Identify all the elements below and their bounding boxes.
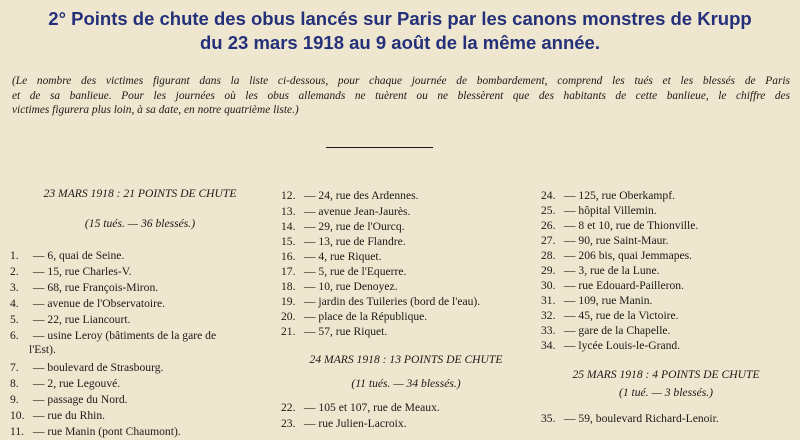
list-item: 5. — 22, rue Liancourt. (10, 313, 131, 326)
list-item: 15. — 13, rue de Flandre. (281, 235, 406, 248)
list-item: 1. — 6, quai de Seine. (10, 249, 125, 262)
list-item: 4. — avenue de l'Observatoire. (10, 297, 166, 310)
list-item: 34. — lycée Louis-le-Grand. (541, 339, 681, 352)
list-item: 7. — boulevard de Strasbourg. (10, 361, 164, 374)
list-item: 31. — 109, rue Manin. (541, 294, 653, 307)
day-heading-23-mars: 23 MARS 1918 : 21 POINTS DE CHUTE (43, 187, 237, 200)
list-item: 16. — 4, rue Riquet. (281, 250, 382, 263)
victims-23-mars: (15 tués. — 36 blessés.) (84, 217, 196, 230)
list-item: 29. — 3, rue de la Lune. (541, 264, 660, 277)
list-item-continuation: l'Est). (29, 343, 56, 356)
page-title (0, 7, 800, 55)
list-item: 25. — hôpital Villemin. (541, 204, 657, 217)
title-line-2: du 23 mars 1918 au 9 août de la même année. (200, 32, 600, 53)
list-item: 14. — 29, rue de l'Ourcq. (281, 220, 405, 233)
list-item: 6. — usine Leroy (bâtiments de la gare de (10, 329, 217, 342)
list-item: 28. — 206 bis, quai Jemmapes. (541, 249, 693, 262)
victims-24-mars: (11 tués. — 34 blessés.) (351, 377, 461, 390)
list-item: 26. — 8 et 10, rue de Thionville. (541, 219, 699, 232)
list-item: 8. — 2, rue Legouvé. (10, 377, 121, 390)
list-item: 27. — 90, rue Saint-Maur. (541, 234, 669, 247)
victims-25-mars: (1 tué. — 3 blessés.) (618, 386, 714, 399)
note-line-2: et de sa banlieue. Pour les journées où les obus allemands ne tuèrent ou ne blessèrent que des habitants de cette banlieue, le chiffre des (12, 89, 790, 102)
list-item: 21. — 57, rue Riquet. (281, 325, 388, 338)
title-line-1: 2° Points de chute des obus lancés sur Paris par les canons monstres de Krupp (48, 8, 752, 29)
list-item: 22. — 105 et 107, rue de Meaux. (281, 401, 440, 414)
separator-rule (326, 147, 433, 148)
list-item: 9. — passage du Nord. (10, 393, 128, 406)
list-item: 35. — 59, boulevard Richard-Lenoir. (541, 412, 719, 425)
list-item: 10. — rue du Rhin. (10, 409, 106, 422)
list-item: 2. — 15, rue Charles-V. (10, 265, 132, 278)
list-item: 33. — gare de la Chapelle. (541, 324, 671, 337)
list-item: 3. — 68, rue François-Miron. (10, 281, 159, 294)
day-heading-25-mars: 25 MARS 1918 : 4 POINTS DE CHUTE (572, 368, 760, 381)
note-line-1: (Le nombre des victimes figurant dans la liste ci-dessous, pour chaque journée de bombardement, comprend les tués et les blessés de Paris (12, 75, 790, 87)
day-heading-24-mars: 24 MARS 1918 : 13 POINTS DE CHUTE (309, 353, 503, 366)
intro-note (12, 74, 790, 118)
list-item: 13. — avenue Jean-Jaurès. (281, 205, 411, 218)
list-item: 20. — place de la République. (281, 310, 428, 323)
list-item: 18. — 10, rue Denoyez. (281, 280, 398, 293)
list-item: 32. — 45, rue de la Victoire. (541, 309, 679, 322)
list-item: 24. — 125, rue Oberkampf. (541, 189, 675, 202)
list-item: 17. — 5, rue de l'Equerre. (281, 265, 407, 278)
list-item: 12. — 24, rue des Ardennes. (281, 189, 419, 202)
note-line-3: victimes figurera plus loin, à sa date, en notre quatrième liste.) (12, 104, 299, 116)
list-item: 11. — rue Manin (pont Chaumont). (10, 425, 181, 438)
list-item: 23. — rue Julien-Lacroix. (281, 417, 407, 430)
list-item: 30. — rue Edouard-Pailleron. (541, 279, 684, 292)
list-item: 19. — jardin des Tuileries (bord de l'eau). (281, 295, 481, 308)
